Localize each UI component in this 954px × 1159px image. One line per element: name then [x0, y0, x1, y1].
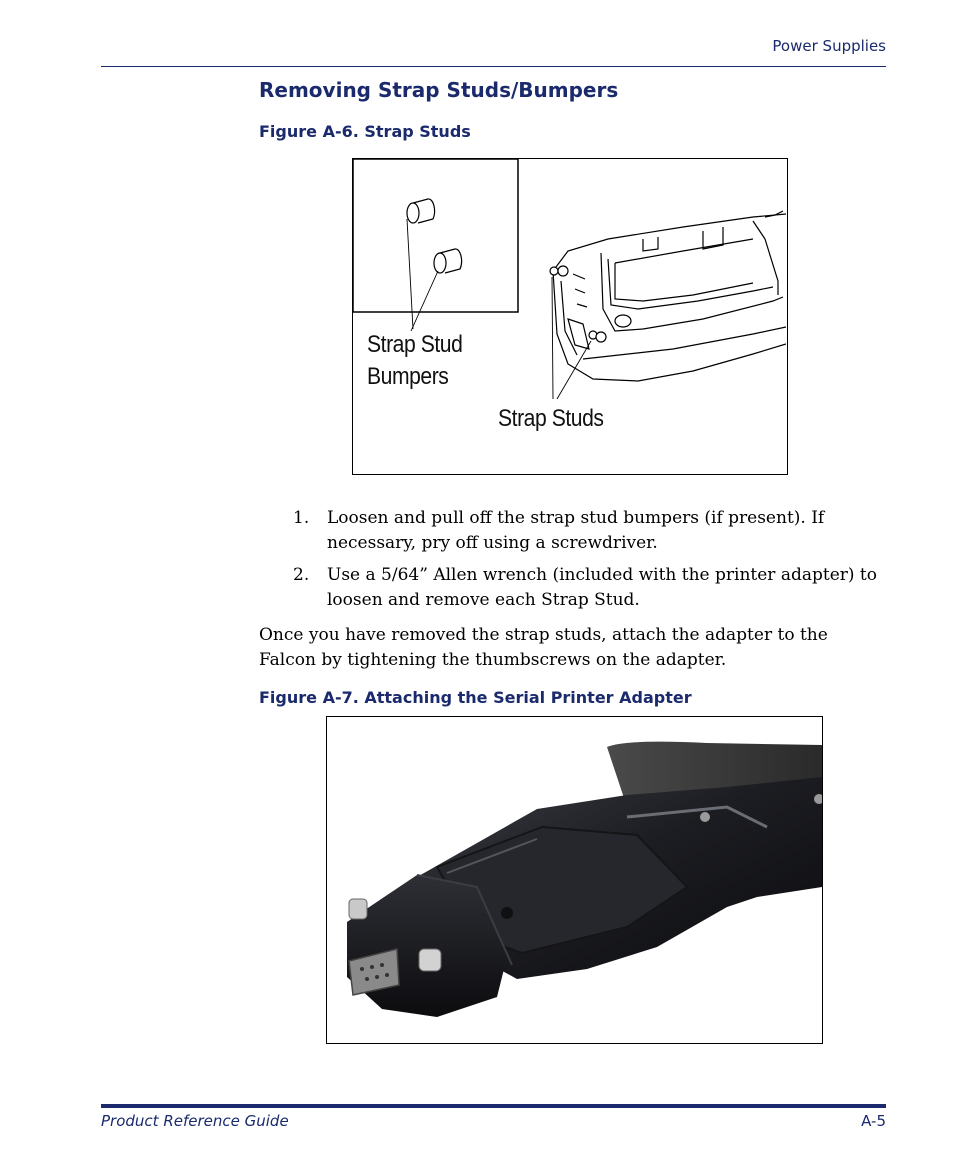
- step-number: 2.: [293, 565, 310, 585]
- footer-guide-title: Product Reference Guide: [101, 1112, 289, 1130]
- list-item: [259, 506, 879, 556]
- strap-studs-label: Strap Studs: [498, 405, 604, 432]
- strap-stud-top: [550, 266, 568, 276]
- thumbscrew-left: [349, 899, 367, 919]
- steps-list: [259, 506, 879, 620]
- strap-stud-bumper-top: [407, 199, 435, 223]
- figure-a7-caption: Figure A-7. Attaching the Serial Printer Adapter: [259, 688, 692, 707]
- strap-stud-bumpers-label: [367, 329, 462, 393]
- figure-a6-strap-studs: [352, 158, 788, 475]
- section-title: Removing Strap Studs/Bumpers: [259, 78, 619, 102]
- printer-adapter-photo: [327, 717, 822, 1043]
- thumbscrew-right: [419, 949, 441, 971]
- list-item: [259, 563, 879, 613]
- figure-a6-caption: Figure A-6. Strap Studs: [259, 122, 471, 141]
- strap-stud-bumpers-label-line1: Strap Stud: [367, 331, 463, 358]
- header-rule: [101, 66, 886, 67]
- strap-stud-bumpers-label-line2: Bumpers: [367, 363, 449, 390]
- running-header: Power Supplies: [772, 37, 886, 55]
- footer-page-number: A-5: [861, 1112, 886, 1130]
- step-text: Use a 5/64” Allen wrench (included with the printer adapter) to loosen and remove each Strap Stud.: [327, 565, 877, 610]
- footer-rule: [101, 1104, 886, 1108]
- step-text: Loosen and pull off the strap stud bumpers (if present). If necessary, pry off using a screwdriver.: [327, 508, 825, 553]
- figure-a7-printer-adapter-photo: [326, 716, 823, 1044]
- strap-stud-bottom: [589, 331, 606, 342]
- strap-stud-bumper-bottom: [434, 249, 462, 273]
- step-number: 1.: [293, 508, 310, 528]
- body-paragraph: Once you have removed the strap studs, attach the adapter to the Falcon by tightening the thumbscrews on the adapter.: [259, 625, 828, 670]
